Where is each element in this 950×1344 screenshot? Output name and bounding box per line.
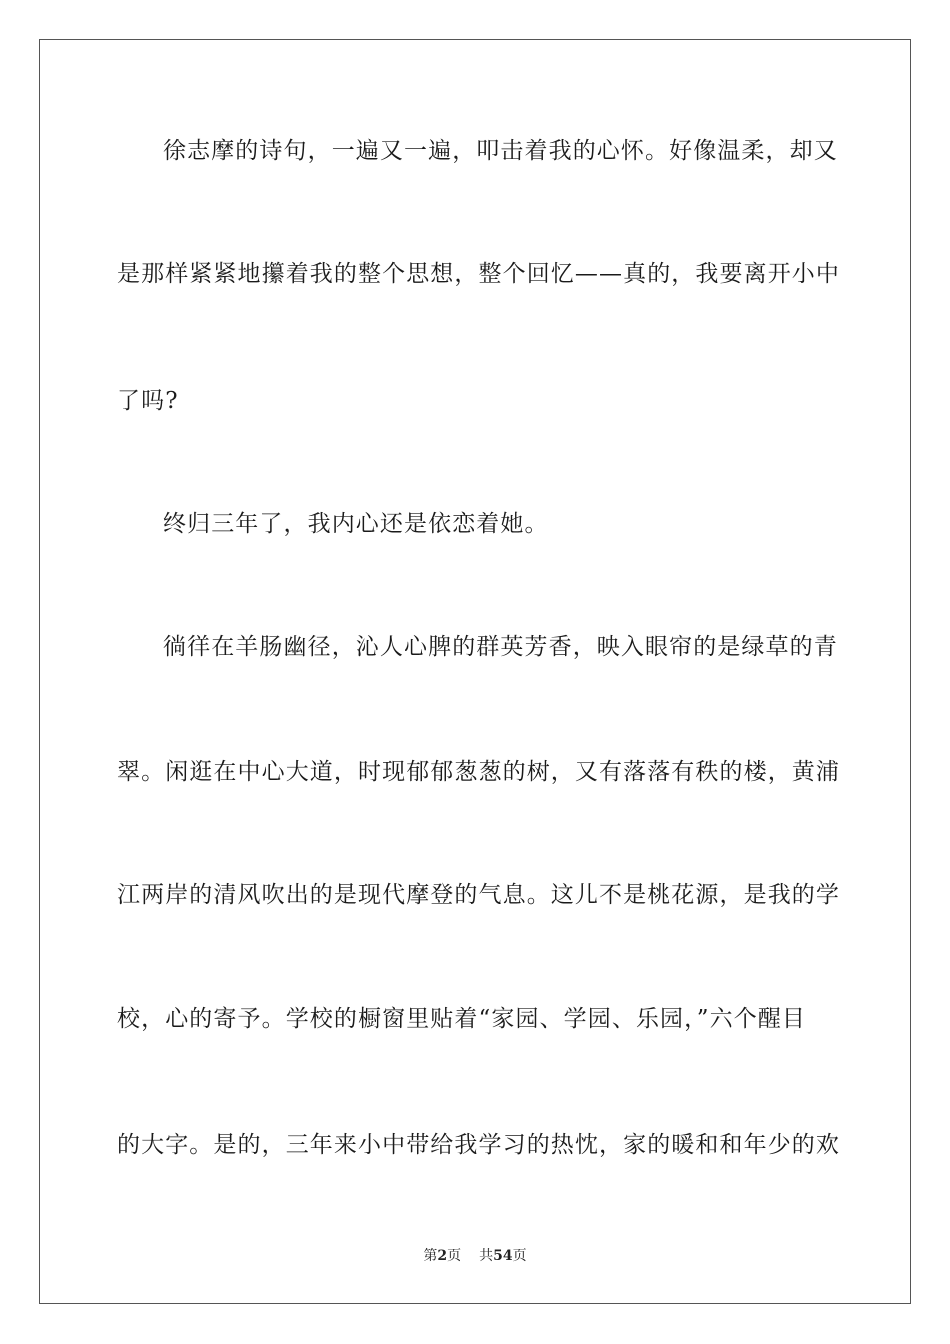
total-prefix: 共 <box>479 1248 494 1264</box>
text-line-8: 校，心的寄予。学校的橱窗里贴着“家园、学园、乐园，”六个醒目 <box>117 1006 807 1032</box>
text-line-5: 徜徉在羊肠幽径，沁人心脾的群英芳香，映入眼帘的是绿草的青 <box>163 634 838 660</box>
text-line-3: 了吗? <box>117 388 179 414</box>
page-prefix: 第 <box>423 1248 438 1264</box>
page-border <box>39 39 911 1304</box>
total-pages: 54 <box>493 1248 513 1264</box>
text-line-4: 终归三年了，我内心还是依恋着她。 <box>163 511 549 537</box>
text-line-2: 是那样紧紧地攥着我的整个思想，整个回忆——真的，我要离开小中 <box>117 261 840 287</box>
total-suffix: 页 <box>512 1248 527 1264</box>
text-line-6: 翠。闲逛在中心大道，时现郁郁葱葱的树，又有落落有秩的楼，黄浦 <box>117 759 840 785</box>
page-number: 2 <box>437 1248 448 1264</box>
text-line-9: 的大字。是的，三年来小中带给我学习的热忱，家的暖和和年少的欢 <box>117 1132 840 1158</box>
page-footer <box>0 1246 950 1266</box>
page-suffix: 页 <box>447 1248 462 1264</box>
text-line-1: 徐志摩的诗句，一遍又一遍，叩击着我的心怀。好像温柔，却又 <box>163 138 838 164</box>
text-line-7: 江两岸的清风吹出的是现代摩登的气息。这儿不是桃花源，是我的学 <box>117 882 840 908</box>
